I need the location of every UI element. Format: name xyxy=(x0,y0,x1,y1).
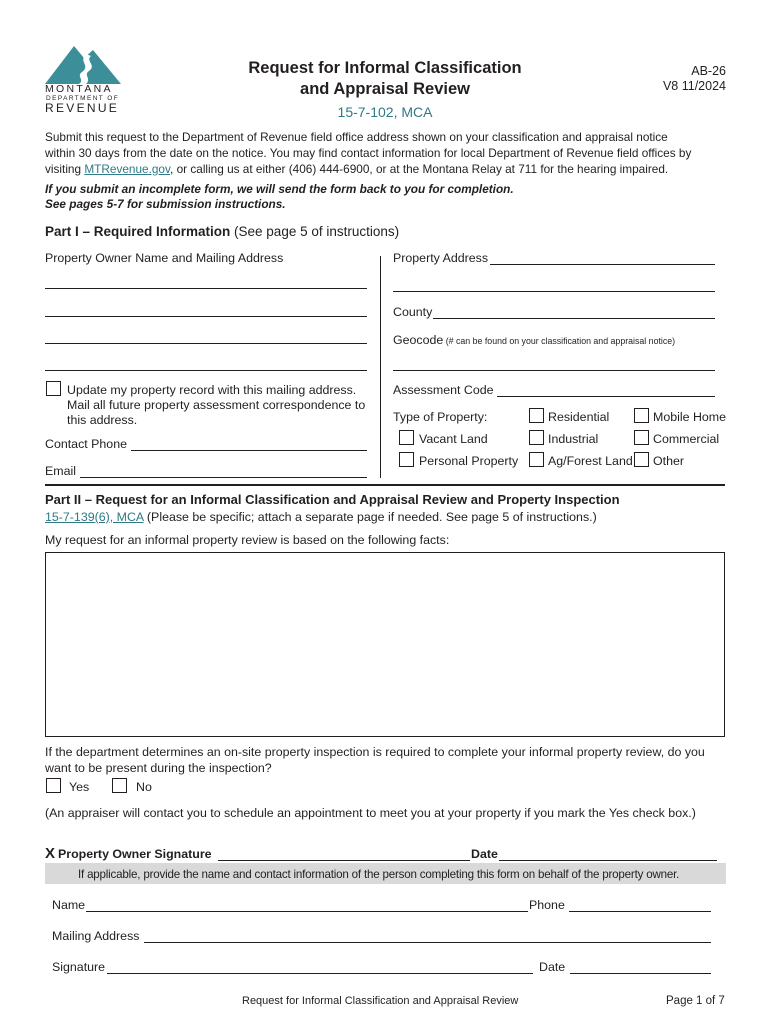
name-field[interactable] xyxy=(86,911,528,912)
update-line1: Update my property record with this mailing address. xyxy=(67,383,357,397)
phone-field[interactable] xyxy=(569,911,711,912)
part1-heading xyxy=(45,223,399,240)
part1-heading-note: (See page 5 of instructions) xyxy=(230,224,400,239)
intro-line3-post: , or calling us at either (406) 444-6900, or at the Montana Relay at 711 for the hearing impaired. xyxy=(170,162,669,176)
montana-dor-logo xyxy=(45,44,123,118)
geocode-note: (# can be found on your classification and appraisal notice) xyxy=(443,336,676,346)
part2-statute-note: (Please be specific; attach a separate page if needed. See page 5 of instructions.) xyxy=(143,510,597,524)
other-checkbox[interactable] xyxy=(634,452,649,467)
residential-checkbox[interactable] xyxy=(529,408,544,423)
title-line2: and Appraisal Review xyxy=(300,80,470,98)
ag-forest-label: Ag/Forest Land xyxy=(548,454,633,468)
submission-warning: See pages 5-7 for submission instructions. xyxy=(45,197,286,211)
owner-address-line-4[interactable] xyxy=(45,370,367,371)
footer-title: Request for Informal Classification and Appraisal Review xyxy=(242,995,519,1007)
inspection-question-line2: want to be present during the inspection? xyxy=(45,761,272,775)
property-address-line-2[interactable] xyxy=(393,291,715,292)
appraiser-note: (An appraiser will contact you to schedule an appointment to meet you at your property if you mark the Yes check box.) xyxy=(45,806,696,820)
email-label: Email xyxy=(45,464,76,478)
form-version: V8 11/2024 xyxy=(662,79,726,93)
contact-phone-label: Contact Phone xyxy=(45,437,127,451)
signature-label: Signature xyxy=(52,960,106,974)
owner-address-line-2[interactable] xyxy=(45,316,367,317)
name-label: Name xyxy=(52,898,86,912)
industrial-checkbox[interactable] xyxy=(529,430,544,445)
personal-property-checkbox[interactable] xyxy=(399,452,414,467)
mailing-address-field[interactable] xyxy=(144,942,711,943)
incomplete-warning: If you submit an incomplete form, we will send the form back to you for completion. xyxy=(45,182,514,196)
footer-page-number: Page 1 of 7 xyxy=(666,995,725,1007)
signature-field[interactable] xyxy=(107,973,533,974)
inspection-question-line1: If the department determines an on-site property inspection is required to complete your informal property review, do you xyxy=(45,745,705,759)
assessment-code-field[interactable] xyxy=(497,396,715,397)
facts-label: My request for an informal property review is based on the following facts: xyxy=(45,533,450,547)
ag-forest-checkbox[interactable] xyxy=(529,452,544,467)
intro-line2: within 30 days from the date on the notice. You may find contact information for local Department of Revenue field offices by xyxy=(45,146,692,160)
geocode-label xyxy=(393,333,675,349)
email-field[interactable] xyxy=(80,477,367,478)
owner-signature-field[interactable] xyxy=(218,860,470,861)
signature-date-label: Date xyxy=(539,960,566,974)
owner-label: Property Owner Name and Mailing Address xyxy=(45,251,284,265)
phone-label: Phone xyxy=(529,898,565,912)
residential-label: Residential xyxy=(548,410,610,424)
vacant-land-checkbox[interactable] xyxy=(399,430,414,445)
update-line3: this address. xyxy=(67,413,138,427)
form-code: AB-26 xyxy=(691,64,726,78)
title-statute: 15-7-102, MCA xyxy=(337,104,433,120)
inspection-no-checkbox[interactable] xyxy=(112,778,127,793)
title-line1: Request for Informal Classification xyxy=(248,59,522,77)
mobile-home-checkbox[interactable] xyxy=(634,408,649,423)
owner-address-line-3[interactable] xyxy=(45,343,367,344)
signature-x-mark: X xyxy=(45,845,56,862)
assessment-code-label: Assessment Code xyxy=(393,383,494,397)
facts-textarea[interactable] xyxy=(45,552,725,737)
owner-date-field[interactable] xyxy=(499,860,717,861)
mobile-home-label: Mobile Home xyxy=(653,410,726,424)
mtrevenue-link[interactable]: MTRevenue.gov xyxy=(84,162,171,176)
column-divider xyxy=(380,256,381,478)
part2-statute-link[interactable]: 15-7-139(6), MCA xyxy=(45,510,144,524)
county-label: County xyxy=(393,305,433,319)
logo-line1: MONTANA xyxy=(45,83,113,95)
geocode-text: Geocode xyxy=(393,333,444,347)
signature-date-field[interactable] xyxy=(570,973,711,974)
type-of-property-label: Type of Property: xyxy=(393,410,488,424)
mountain-river-icon xyxy=(45,44,123,86)
page-title xyxy=(200,58,570,122)
mailing-address-label: Mailing Address xyxy=(52,929,140,943)
vacant-land-label: Vacant Land xyxy=(419,432,488,446)
contact-phone-field[interactable] xyxy=(131,450,367,451)
logo-line3: REVENUE xyxy=(45,101,120,115)
intro-line3 xyxy=(45,162,668,177)
personal-property-label: Personal Property xyxy=(419,454,519,468)
update-record-checkbox[interactable] xyxy=(46,381,61,396)
owner-date-label: Date xyxy=(471,847,498,861)
intro-line1: Submit this request to the Department of Revenue field office address shown on your classification and appraisal notice xyxy=(45,130,668,144)
property-address-label: Property Address xyxy=(393,251,489,265)
owner-signature-label: Property Owner Signature xyxy=(58,847,212,861)
part2-statute-line xyxy=(45,510,597,525)
section-divider xyxy=(45,484,725,486)
county-field[interactable] xyxy=(433,318,715,319)
commercial-label: Commercial xyxy=(653,432,720,446)
geocode-field[interactable] xyxy=(393,370,715,371)
owner-address-line-1[interactable] xyxy=(45,288,367,289)
update-line2: Mail all future property assessment correspondence to xyxy=(67,398,366,412)
property-address-field[interactable] xyxy=(490,264,715,265)
industrial-label: Industrial xyxy=(548,432,599,446)
form-id xyxy=(600,64,726,94)
part1-heading-text: Part I – Required Information xyxy=(45,224,231,239)
logo-line2: DEPARTMENT OF xyxy=(46,95,120,102)
other-label: Other xyxy=(653,454,684,468)
inspection-no-label: No xyxy=(136,780,152,794)
behalf-note: If applicable, provide the name and contact information of the person completing this form on behalf of the property owner. xyxy=(78,868,680,881)
part2-heading: Part II – Request for an Informal Classification and Appraisal Review and Property Inspection xyxy=(45,492,620,507)
inspection-yes-checkbox[interactable] xyxy=(46,778,61,793)
commercial-checkbox[interactable] xyxy=(634,430,649,445)
inspection-yes-label: Yes xyxy=(69,780,90,794)
intro-line3-pre: visiting xyxy=(45,162,85,176)
